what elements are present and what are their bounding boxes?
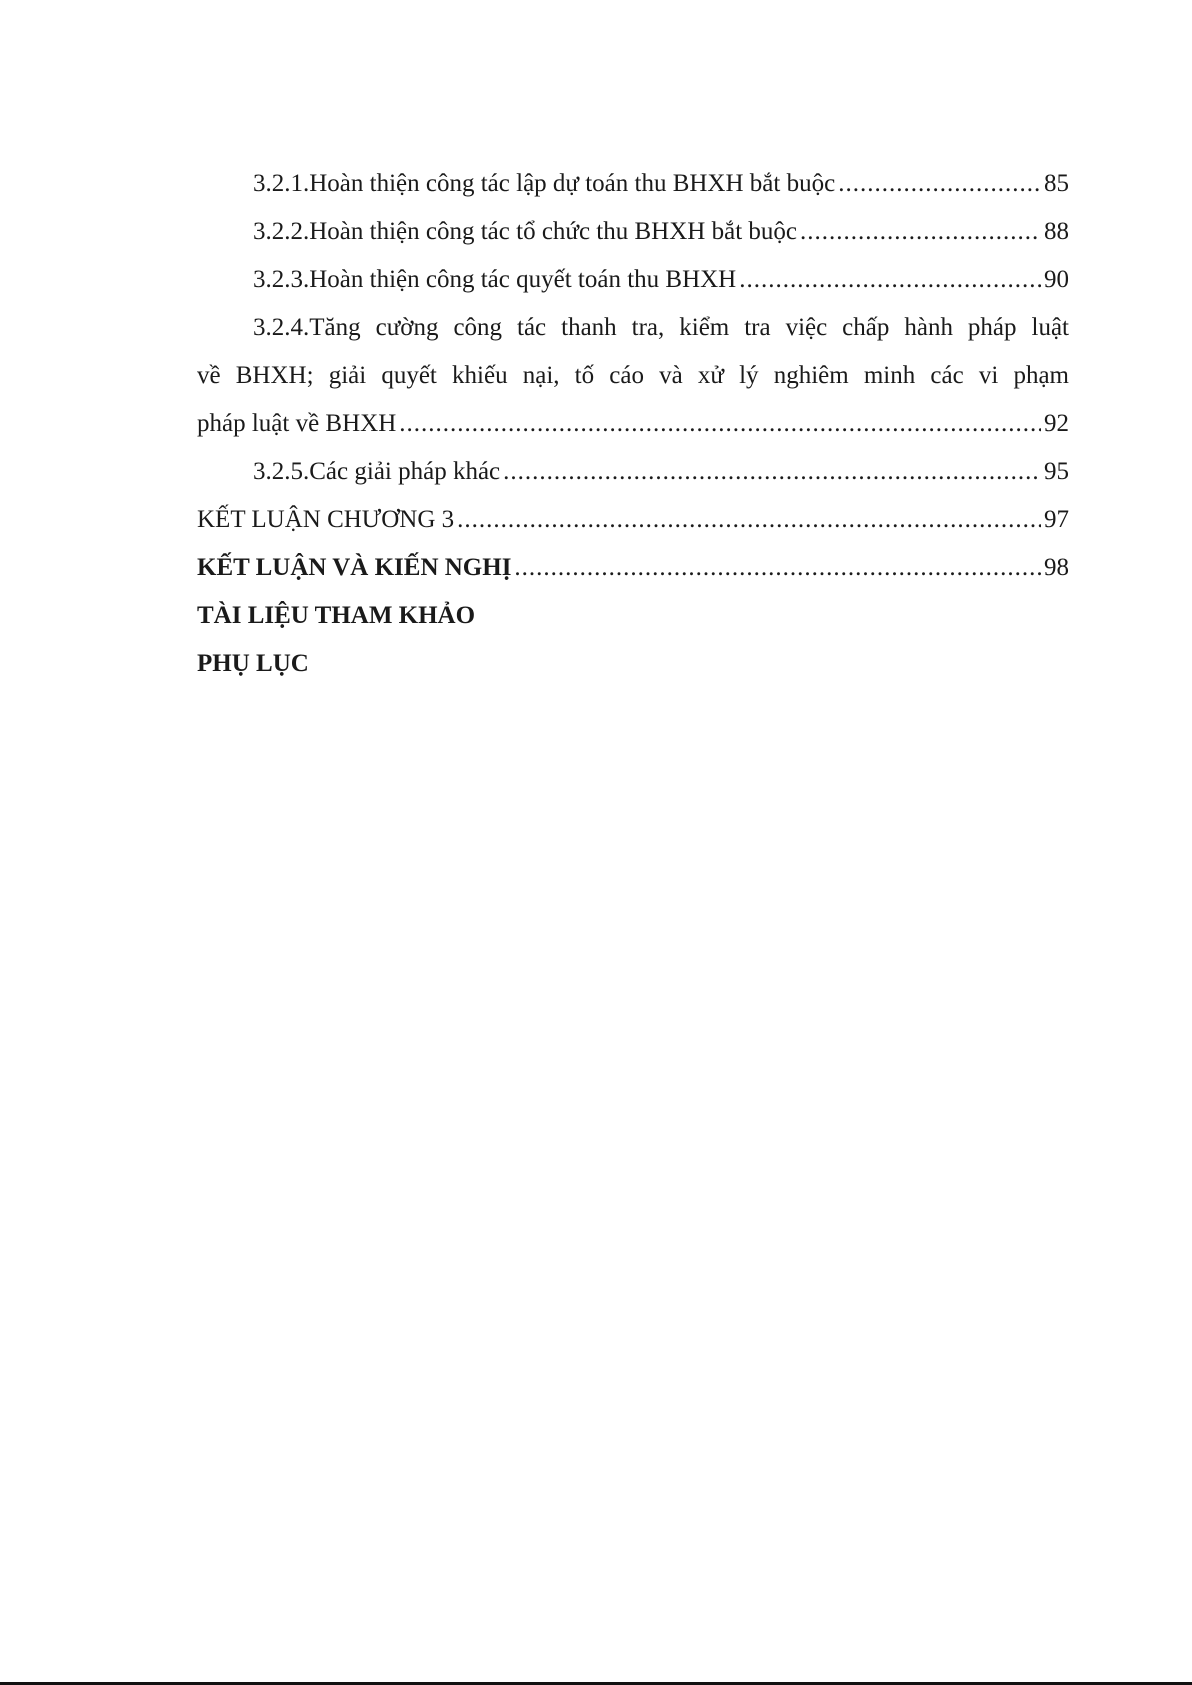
toc-entry-3-2-1[interactable] <box>197 160 1069 208</box>
toc-entry-3-2-5[interactable] <box>197 448 1069 496</box>
toc-page-number: 95 <box>1044 458 1069 485</box>
toc-entry-3-2-4[interactable] <box>197 304 1069 448</box>
dot-leader <box>399 400 1041 448</box>
dot-leader <box>800 208 1041 256</box>
toc-page-number: 85 <box>1044 170 1069 197</box>
toc-entry-label: PHỤ LỤC <box>197 650 309 677</box>
toc-entry-label-line-2: về BHXH; giải quyết khiếu nại, tố cáo và xử lý nghiêm minh các vi phạm <box>197 362 1069 389</box>
toc-entry-ket-luan-chuong-3[interactable] <box>197 496 1069 544</box>
toc-page-number: 90 <box>1044 266 1069 293</box>
toc-page-number: 88 <box>1044 218 1069 245</box>
toc-entry-3-2-3[interactable] <box>197 256 1069 304</box>
dot-leader <box>457 496 1041 544</box>
toc-entry-label: 3.2.1.Hoàn thiện công tác lập dự toán thu BHXH bắt buộc <box>253 170 836 197</box>
dot-leader <box>739 256 1041 304</box>
toc-page-number: 92 <box>1044 410 1069 437</box>
toc-entry-label-line-1: 3.2.4.Tăng cường công tác thanh tra, kiểm tra việc chấp hành pháp luật <box>253 314 1069 341</box>
toc-entry-label: 3.2.2.Hoàn thiện công tác tổ chức thu BHXH bắt buộc <box>253 218 797 245</box>
toc-entry-label: 3.2.5.Các giải pháp khác <box>253 458 501 485</box>
toc-entry-label: 3.2.3.Hoàn thiện công tác quyết toán thu BHXH <box>253 266 737 293</box>
dot-leader <box>514 544 1041 592</box>
toc-entry-label-line-3: pháp luật về BHXH <box>197 410 397 437</box>
dot-leader <box>838 160 1041 208</box>
toc-entry-ket-luan-kien-nghi[interactable] <box>197 544 1069 592</box>
toc-page-number: 97 <box>1044 506 1069 533</box>
toc-page-number: 98 <box>1044 554 1069 581</box>
table-of-contents <box>197 160 1069 688</box>
toc-entry-phu-luc[interactable] <box>197 640 1069 688</box>
toc-entry-3-2-2[interactable] <box>197 208 1069 256</box>
toc-entry-tai-lieu-tham-khao[interactable] <box>197 592 1069 640</box>
toc-entry-last-line <box>197 400 1069 448</box>
dot-leader <box>503 448 1041 496</box>
toc-entry-label: KẾT LUẬN VÀ KIẾN NGHỊ <box>197 554 512 581</box>
toc-entry-label: KẾT LUẬN CHƯƠNG 3 <box>197 506 455 533</box>
toc-entry-label: TÀI LIỆU THAM KHẢO <box>197 602 476 629</box>
